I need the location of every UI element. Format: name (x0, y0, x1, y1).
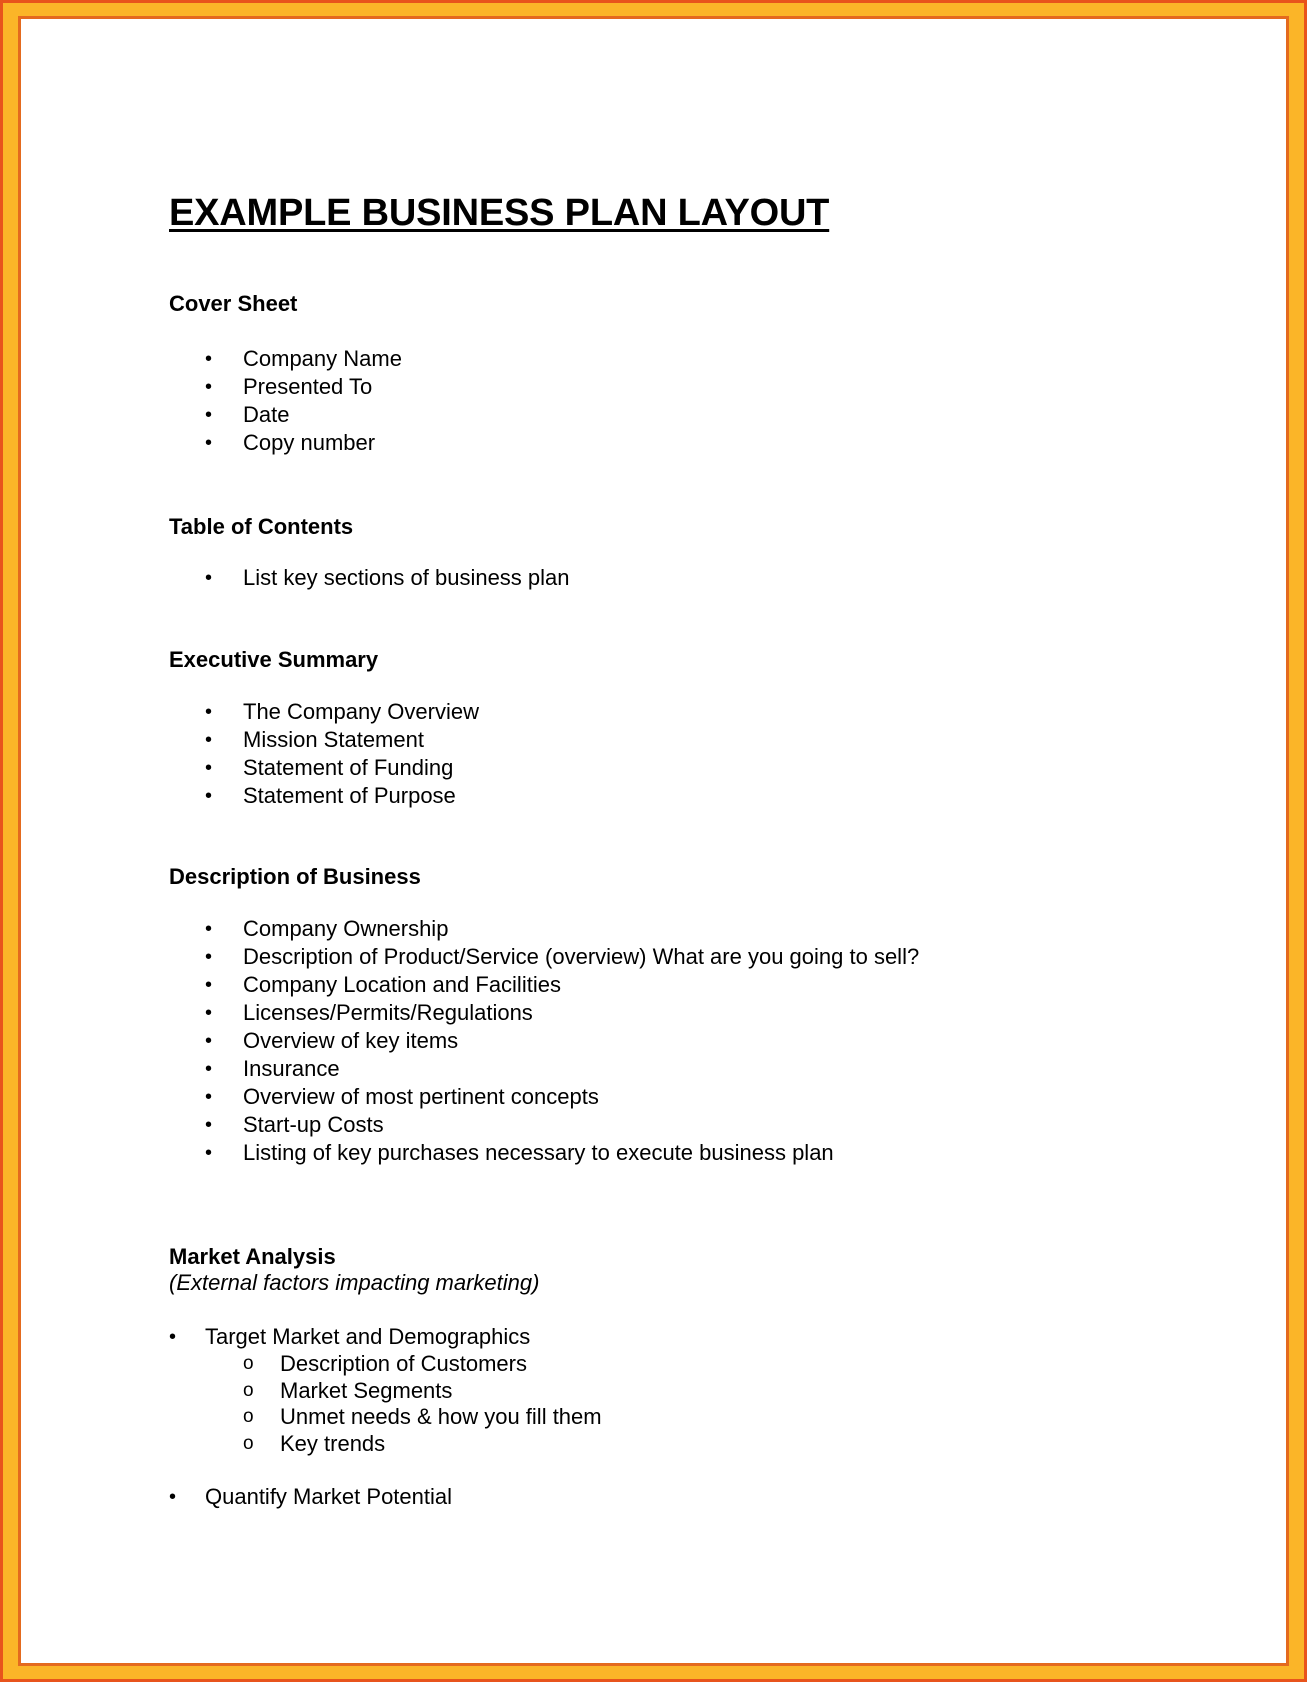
list-item: • Target Market and Demographics (205, 1323, 530, 1351)
list-item: • Insurance (243, 1055, 919, 1083)
description-of-business-list (243, 915, 919, 1167)
list-item: • Overview of key items (243, 1027, 919, 1055)
list-item: • Statement of Purpose (243, 782, 479, 810)
list-item: • Company Location and Facilities (243, 971, 919, 999)
list-item: • Listing of key purchases necessary to execute business plan (243, 1139, 919, 1167)
market-analysis-list (205, 1323, 530, 1351)
list-item: • Overview of most pertinent concepts (243, 1083, 919, 1111)
cover-sheet-list (243, 345, 402, 457)
list-item: • List key sections of business plan (243, 564, 570, 592)
document-title: EXAMPLE BUSINESS PLAN LAYOUT (169, 192, 830, 234)
list-item: • Company Name (243, 345, 402, 373)
target-market-sublist (280, 1351, 602, 1457)
sub-list-item: o Unmet needs & how you fill them (280, 1404, 602, 1431)
table-of-contents-list (243, 564, 570, 592)
list-item: • Statement of Funding (243, 754, 479, 782)
list-item: • Copy number (243, 429, 402, 457)
sub-list-item: o Key trends (280, 1431, 602, 1458)
list-item: • Presented To (243, 373, 402, 401)
section-heading-cover-sheet: Cover Sheet (169, 291, 298, 316)
section-heading-table-of-contents: Table of Contents (169, 514, 354, 539)
list-item: • Company Ownership (243, 915, 919, 943)
section-heading-market-analysis: Market Analysis (169, 1244, 336, 1269)
document-page (18, 16, 1289, 1666)
market-analysis-subtitle: (External factors impacting marketing) (169, 1270, 540, 1295)
section-heading-executive-summary: Executive Summary (169, 647, 379, 672)
sub-list-item: o Description of Customers (280, 1351, 602, 1378)
list-item: • The Company Overview (243, 698, 479, 726)
market-analysis-list-2 (205, 1483, 452, 1511)
list-item: • Quantify Market Potential (205, 1483, 452, 1511)
executive-summary-list (243, 698, 479, 810)
list-item: • Licenses/Permits/Regulations (243, 999, 919, 1027)
list-item: • Date (243, 401, 402, 429)
list-item: • Mission Statement (243, 726, 479, 754)
sub-list-item: o Market Segments (280, 1378, 602, 1405)
section-heading-description-of-business: Description of Business (169, 864, 421, 889)
list-item: • Start-up Costs (243, 1111, 919, 1139)
list-item: • Description of Product/Service (overview) What are you going to sell? (243, 943, 919, 971)
